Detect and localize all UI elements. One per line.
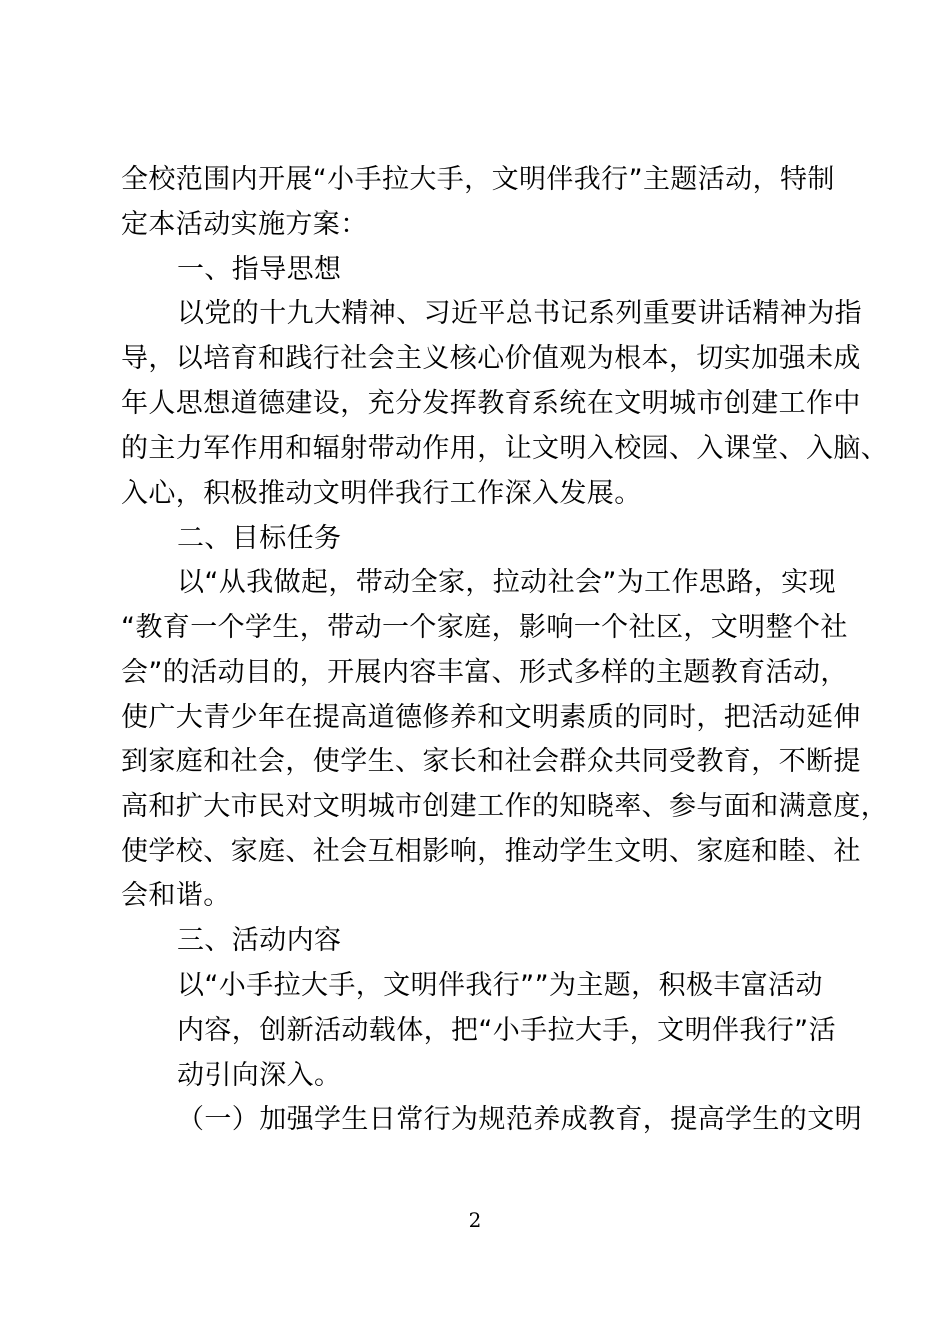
- body-text-line: 年人思想道德建设，充分发挥教育系统在文明城市创建工作中: [121, 388, 861, 419]
- body-text-line: 内容，创新活动载体，把“小手拉大手，文明伴我行”活: [177, 1015, 836, 1046]
- section-heading: 二、目标任务: [177, 523, 342, 554]
- body-text-line: 会”的活动目的，开展内容丰富、形式多样的主题教育活动，: [121, 657, 848, 688]
- section-heading: 一、指导思想: [177, 254, 342, 285]
- body-text-line: 以“从我做起，带动全家，拉动社会”为工作思路，实现: [177, 567, 836, 598]
- body-text-line: 入心，积极推动文明伴我行工作深入发展。: [121, 478, 642, 509]
- body-text-line: 动引向深入。: [177, 1060, 342, 1091]
- body-text-line: 高和扩大市民对文明城市创建工作的知晓率、参与面和满意度，: [121, 791, 889, 822]
- body-text-line: 会和谐。: [121, 880, 231, 911]
- body-text-line: “教育一个学生，带动一个家庭，影响一个社区，文明整个社: [121, 612, 848, 643]
- body-text-line: 导，以培育和践行社会主义核心价值观为根本，切实加强未成: [121, 343, 861, 374]
- section-heading: 三、活动内容: [177, 925, 342, 956]
- body-text-line: 使学校、家庭、社会互相影响，推动学生文明、家庭和睦、社: [121, 836, 861, 867]
- body-text-line: 的主力军作用和辐射带动作用，让文明入校园、入课堂、入脑、: [121, 433, 889, 464]
- subsection-heading: （一）加强学生日常行为规范养成教育，提高学生的文明: [177, 1104, 862, 1135]
- body-text-line: 定本活动实施方案：: [121, 209, 368, 240]
- body-text-line: 以“小手拉大手，文明伴我行””为主题，积极丰富活动: [177, 970, 823, 1001]
- body-text-line: 使广大青少年在提高道德修养和文明素质的同时，把活动延伸: [121, 702, 861, 733]
- body-text-line: 到家庭和社会，使学生、家长和社会群众共同受教育，不断提: [121, 746, 861, 777]
- body-text-line: 全校范围内开展“小手拉大手，文明伴我行”主题活动，特制: [121, 164, 835, 195]
- body-text-line: 以党的十九大精神、习近平总书记系列重要讲话精神为指: [177, 298, 862, 329]
- page-number: 2: [468, 1208, 482, 1232]
